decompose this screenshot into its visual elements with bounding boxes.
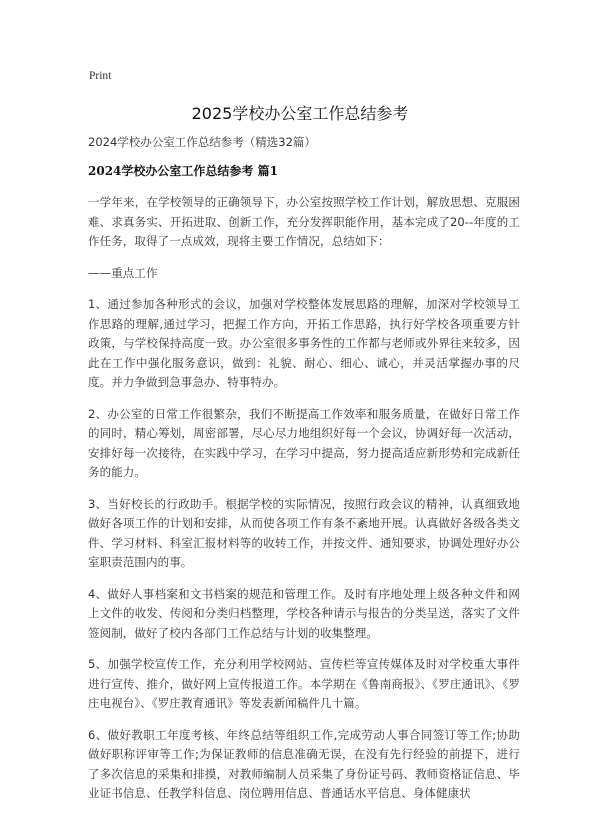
print-link[interactable]: Print [89, 70, 112, 82]
paragraph-item-4: 4、做好人事档案和文书档案的规范和管理工作。及时有序地处理上级各种文件和网上文件的收发、传阅和分类归档整理，学校各种请示与报告的分类呈送，落实了文件签阅制，做好了校内各部门工作总结与计划的收集整理。 [88, 586, 520, 640]
section-heading: 2024学校办公室工作总结参考 篇1 [88, 164, 278, 178]
paragraph-key-work: ——重点工作 [88, 265, 158, 280]
document-body [88, 133, 520, 816]
paragraph-item-6: 6、做好教职工年度考核、年终总结等组织工作,完成劳动人事合同签订等工作;协助做好职称评审等工作;为保证教师的信息准确无误，在没有先行经验的前提下，进行了多次信息的采集和排摸，对教师编制人员采集了身份证号码、教师资格证信息、毕业证书信息、任教学科信息、岗位聘用信息、普通话水平信息、身体健康状 [88, 727, 520, 800]
paragraph-item-2: 2、办公室的日常工作很繁杂，我们不断提高工作效率和服务质量，在做好日常工作的同时，精心筹划，周密部署，尽心尽力地组织好每一个会议，协调好每一次活动，安排好每一次接待，在实践中学习，在学习中提高，努力提高适应新形势和完成新任务的能力。 [88, 406, 520, 479]
paragraph-item-1: 1、通过参加各种形式的会议，加强对学校整体发展思路的理解，加深对学校领导工作思路的理解,通过学习，把握工作方向，开拓工作思路，执行好学校各项重要方针政策，与学校保持高度一致。办公室很多事务性的工作都与老师或外界往来较多，因此在工作中强化服务意识，做到：礼貌、耐心、细心、诚心，并灵活掌握办事的尺度。并力争做到急事急办、特事特办。 [88, 297, 520, 389]
paragraph-intro: 一学年来，在学校领导的正确领导下，办公室按照学校工作计划，解放思想、克服困难、求真务实、开拓进取、创新工作，充分发挥职能作用，基本完成了20--年度的工作任务，取得了一点成效，现将主要工作情况，总结如下： [88, 195, 520, 248]
paragraph-item-3: 3、当好校长的行政助手。根据学校的实际情况，按照行政会议的精神，认真细致地做好各项工作的计划和安排，从而使各项工作有条不紊地开展。认真做好各级各类文件、学习材料、科室汇报材料等的收转工作，并按文件、通知要求，协调处理好办公室职责范围内的事。 [88, 496, 520, 569]
paragraph-item-5: 5、加强学校宣传工作，充分利用学校网站、宣传栏等宣传媒体及时对学校重大事件进行宣传、推介，做好网上宣传报道工作。本学期在《鲁南商报》、《罗庄通讯》、《罗庄电视台》、《罗庄教育通讯》等发表新闻稿件几十篇。 [88, 657, 520, 710]
document-title: 2025学校办公室工作总结参考 [191, 104, 409, 123]
document-subtitle: 2024学校办公室工作总结参考（精选32篇） [88, 135, 316, 149]
